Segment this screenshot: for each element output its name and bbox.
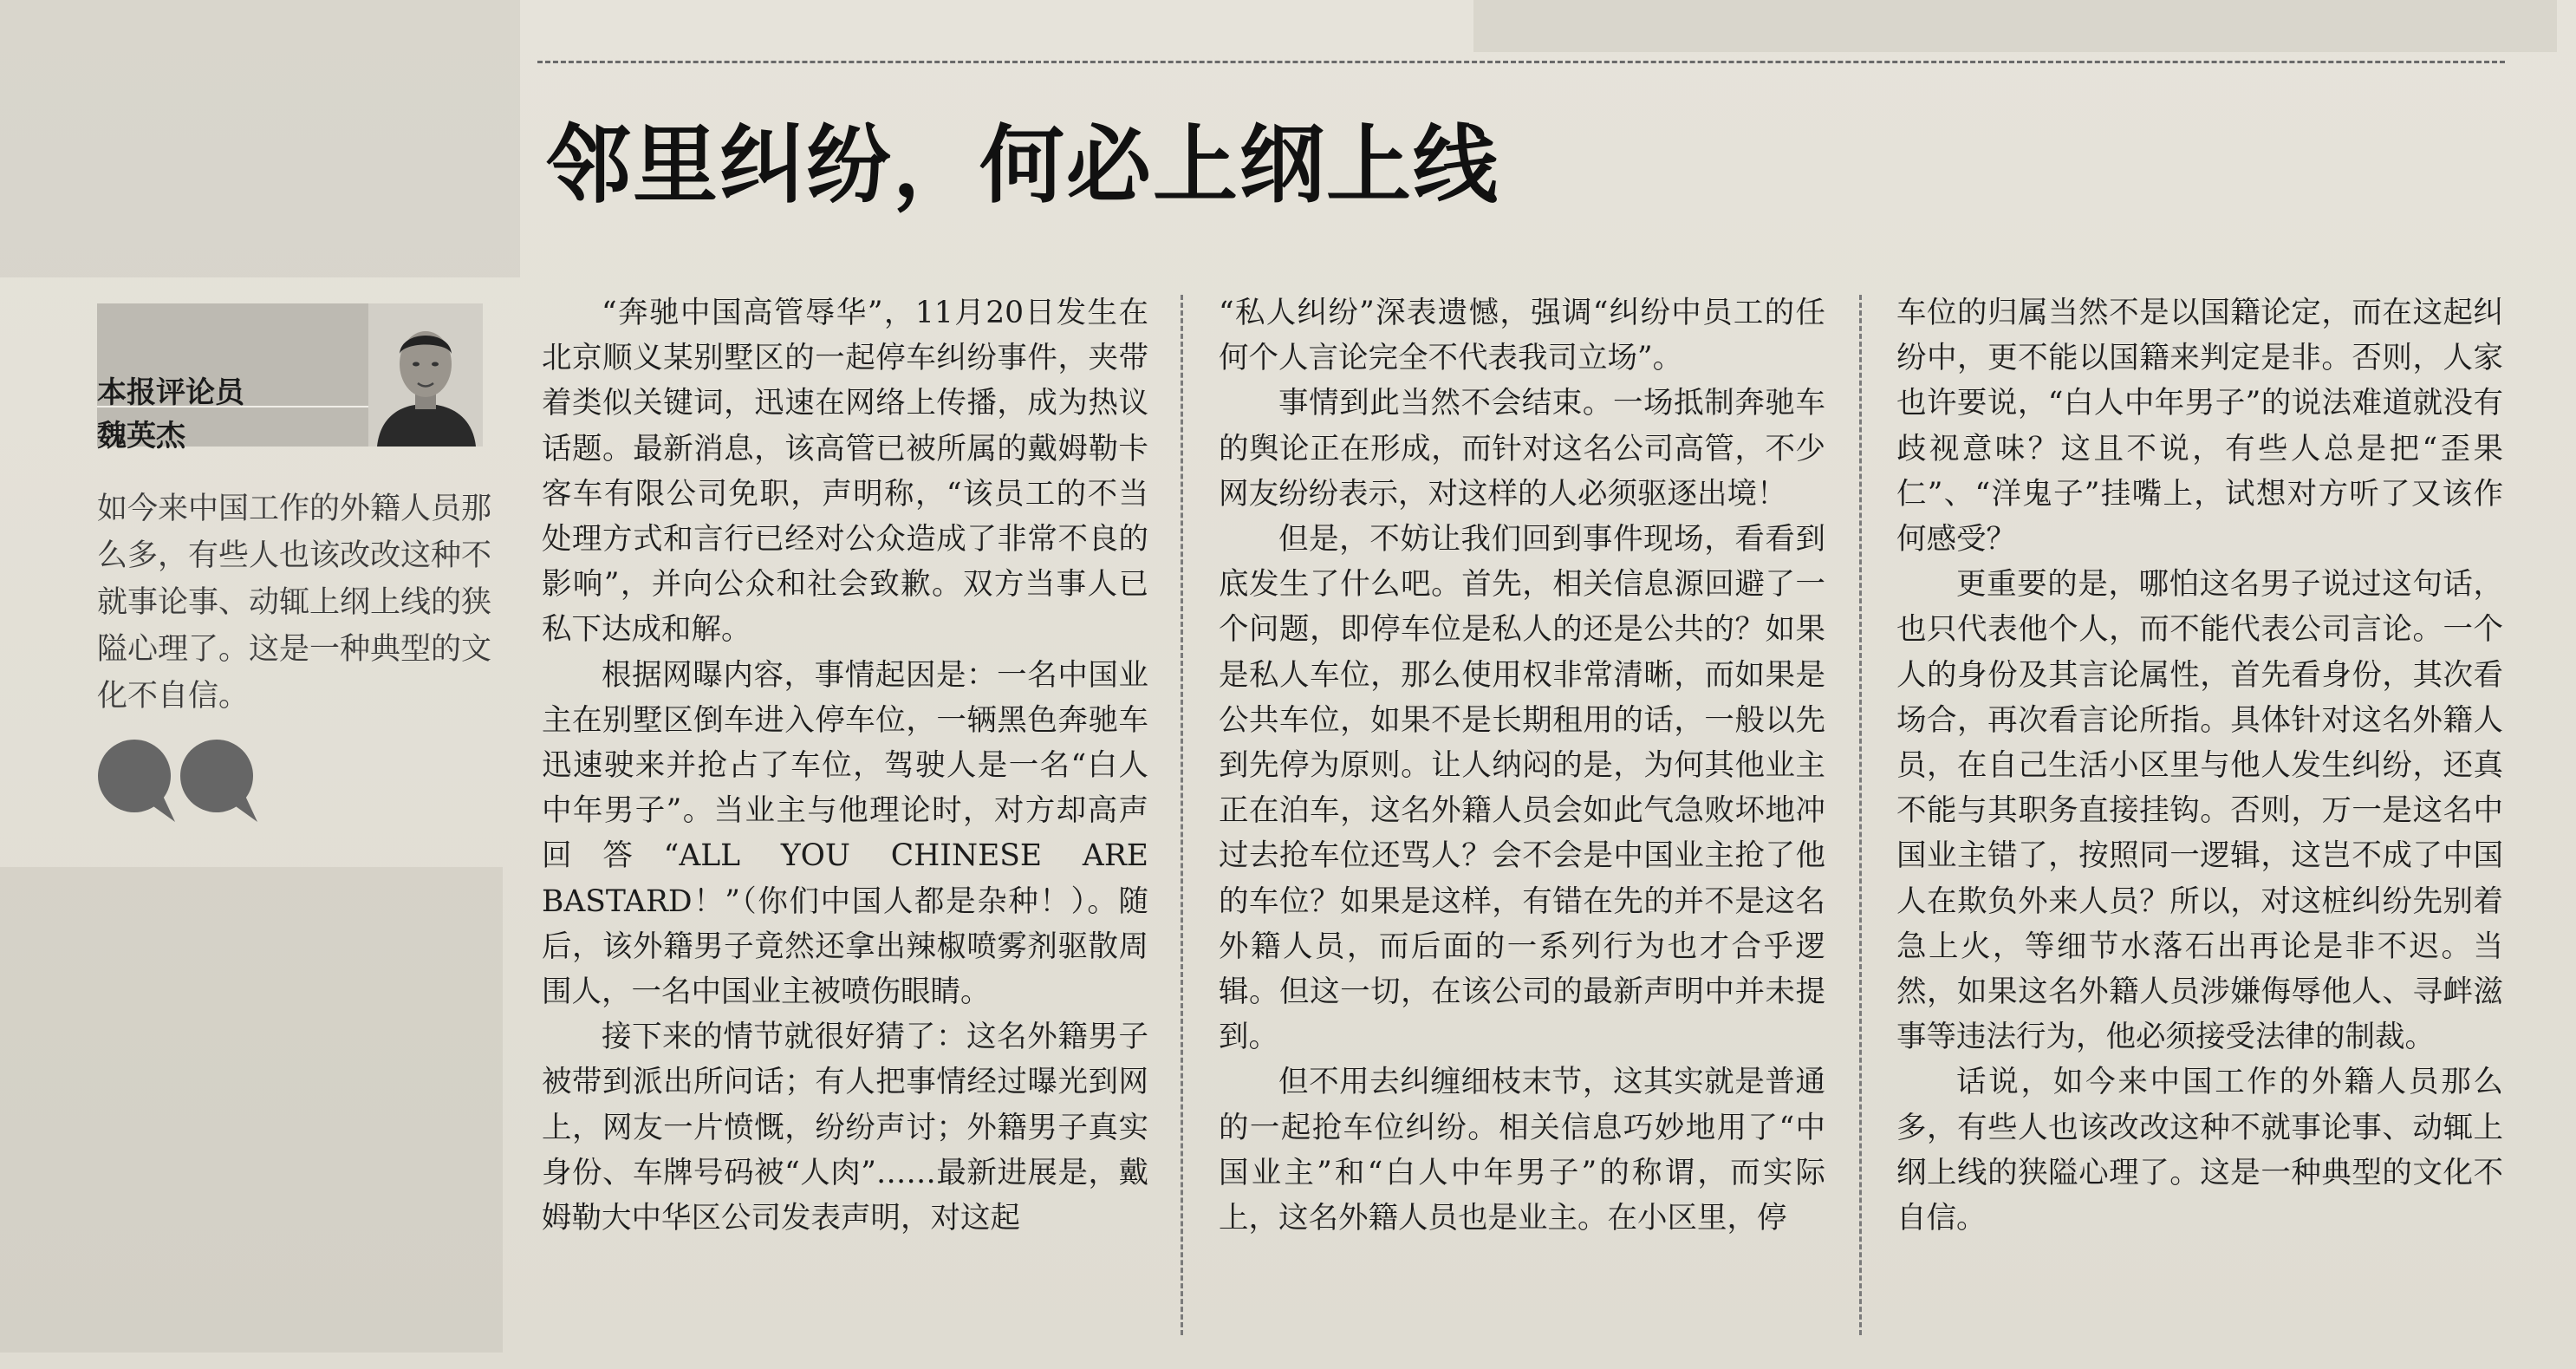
- top-dashed-rule: [537, 61, 2505, 63]
- bleed-through-texture: [0, 0, 520, 277]
- column-divider: [1181, 295, 1183, 1335]
- byline-name: 魏英杰: [97, 419, 185, 453]
- paragraph: 但不用去纠缠细枝末节，这其实就是普通的一起抢车位纠纷。相关信息巧妙地用了“中国业主”和“白人中年男子”的称谓，而实际上，这名外籍人员也是业主。在小区里，停: [1219, 1065, 1825, 1236]
- portrait-photo-icon: [368, 303, 483, 447]
- paragraph: 事情到此当然不会结束。一场抵制奔驰车的舆论正在形成，而针对这名公司高管，不少网友纷纷表示，对这样的人必须驱逐出境！: [1219, 386, 1825, 512]
- article-column-3: [1896, 290, 2503, 1241]
- paragraph: 根据网曝内容，事情起因是：一名中国业主在别墅区倒车进入停车位，一辆黑色奔驰车迅速驶来并抢占了车位，驾驶人是一名“白人中年男子”。当业主与他理论时，对方却高声回答“ALL YOU CHINESE ARE BASTARD！”（你们中国人都是杂种！）。随后，该外籍男子竟然还拿出辣椒喷雾剂驱散周围人，一名中国业主被喷伤眼睛。: [542, 657, 1148, 1010]
- quote-mark-icon: [95, 737, 260, 824]
- paragraph: “奔驰中国高管辱华”，11月20日发生在北京顺义某别墅区的一起停车纠纷事件，夹带着类似关键词，迅速在网络上传播，成为热议话题。最新消息，该高管已被所属的戴姆勒卡客车有限公司免职，声明称，“该员工的不当处理方式和言行已经对公众造成了非常不良的影响”，并向公众和社会致歉。双方当事人已私下达成和解。: [542, 296, 1148, 648]
- paragraph: 话说，如今来中国工作的外籍人员那么多，有些人也该改改这种不就事论事、动辄上纲上线的狭隘心理了。这是一种典型的文化不自信。: [1896, 1065, 2503, 1236]
- bleed-through-texture: [0, 867, 503, 1353]
- paragraph: 接下来的情节就很好猜了：这名外籍男子被带到派出所问话；有人把事情经过曝光到网上，网友一片愤慨，纷纷声讨；外籍男子真实身份、车牌号码被“人肉”……最新进展是，戴姆勒大中华区公司发表声明，对这起: [542, 1020, 1148, 1236]
- headline: 邻里纠纷，何必上纲上线: [546, 116, 1500, 215]
- paragraph: 更重要的是，哪怕这名男子说过这句话，也只代表他个人，而不能代表公司言论。一个人的身份及其言论属性，首先看身份，其次看场合，再次看言论所指。具体针对这名外籍人员，在自己生活小区里与他人发生纠纷，还真不能与其职务直接挂钩。否则，万一是这名中国业主错了，按照同一逻辑，这岂不成了中国人在欺负外来人员？所以，对这桩纠纷先别着急上火，等细节水落石出再论是非不迟。当然，如果这名外籍人员涉嫌侮辱他人、寻衅滋事等违法行为，他必须接受法律的制裁。: [1896, 567, 2503, 1055]
- paragraph: 车位的归属当然不是以国籍论定，而在这起纠纷中，更不能以国籍来判定是非。否则，人家也许要说，“白人中年男子”的说法难道就没有歧视意味？这且不说，有些人总是把“歪果仁”、“洋鬼子”挂嘴上，试想对方听了又该作何感受？: [1896, 296, 2503, 557]
- pull-quote: 如今来中国工作的外籍人员那么多，有些人也该改改这种不就事论事、动辄上纲上线的狭隘心理了。这是一种典型的文化不自信。: [97, 492, 492, 714]
- bleed-through-texture: [1473, 0, 2557, 52]
- article-column-1: [542, 290, 1148, 1241]
- article-column-2: [1219, 290, 1825, 1241]
- paragraph: “私人纠纷”深表遗憾，强调“纠纷中员工的任何个人言论完全不代表我司立场”。: [1219, 296, 1825, 376]
- paragraph: 但是，不妨让我们回到事件现场，看看到底发生了什么吧。首先，相关信息源回避了一个问题，即停车位是私人的还是公共的？如果是私人车位，那么使用权非常清晰，而如果是公共车位，如果不是长期租用的话，一般以先到先停为原则。让人纳闷的是，为何其他业主正在泊车，这名外籍人员会如此气急败坏地冲过去抢车位还骂人？会不会是中国业主抢了他的车位？如果是这样，有错在先的并不是这名外籍人员，而后面的一系列行为也才合乎逻辑。但这一切，在该公司的最新声明中并未提到。: [1219, 522, 1825, 1055]
- author-portrait: [368, 303, 483, 447]
- column-divider: [1859, 295, 1862, 1335]
- byline-role: 本报评论员: [97, 375, 244, 410]
